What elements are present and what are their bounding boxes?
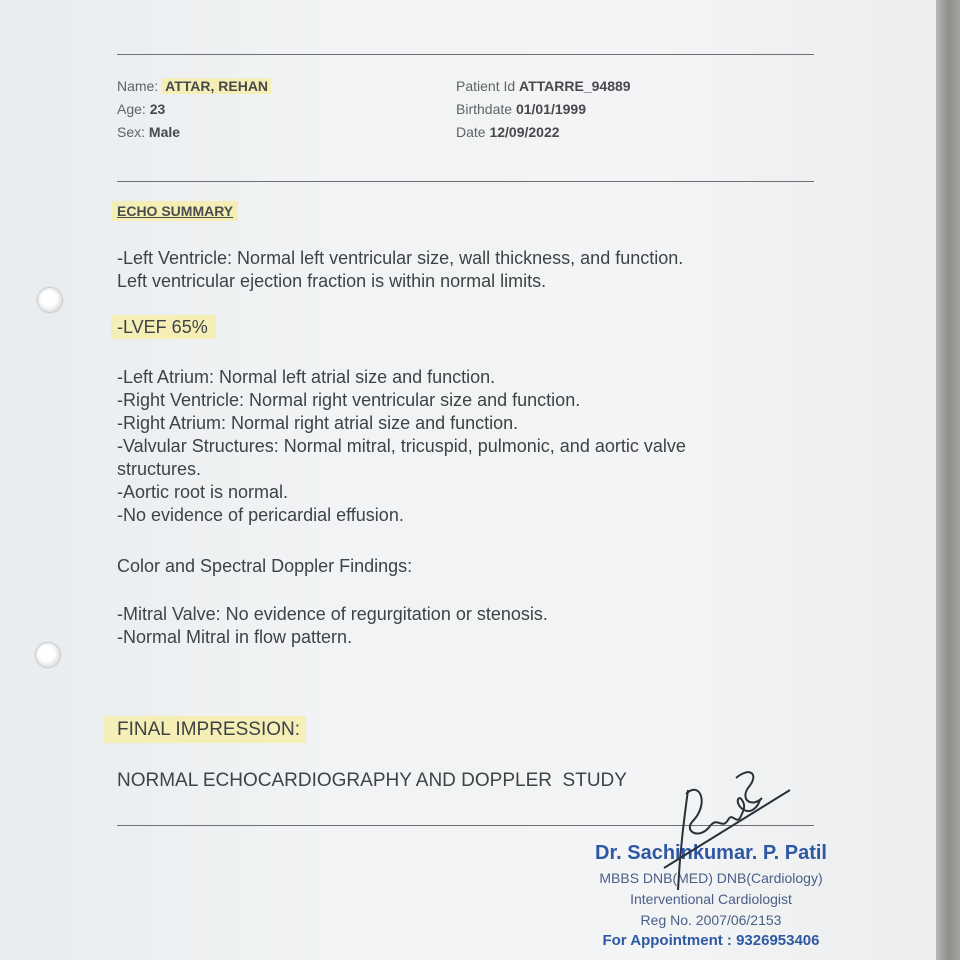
report-date: 12/09/2022: [489, 124, 560, 140]
patient-sex-row: [117, 124, 271, 147]
patient-info-right: [456, 78, 631, 147]
birthdate-row: [456, 101, 631, 124]
patient-name: ATTAR, REHAN: [162, 78, 271, 94]
birthdate: 01/01/1999: [515, 101, 587, 117]
patient-id-row: [456, 78, 631, 101]
lvef-wrap: [111, 316, 216, 339]
page-edge-shadow: [936, 0, 960, 960]
lvef-value: -LVEF 65%: [111, 315, 216, 339]
doctor-reg-no: Reg No. 2007/06/2153: [640, 912, 782, 928]
finding-line: -Aortic root is normal.: [117, 482, 289, 502]
lv-line-1: -Left Ventricle: Normal left ventricular size, wall thickness, and function.: [117, 248, 684, 268]
doctor-name: Dr. Sachinkumar. P. Patil: [595, 842, 827, 864]
report-date-row: [456, 124, 631, 147]
doppler-finding-line: -Mitral Valve: No evidence of regurgitation or stenosis.: [117, 604, 548, 624]
patient-age-row: [117, 101, 271, 124]
punch-hole: [36, 643, 60, 667]
doctor-title: Interventional Cardiologist: [630, 891, 792, 907]
finding-line: -Right Atrium: Normal right atrial size and function.: [117, 413, 519, 433]
echo-summary-heading: ECHO SUMMARY: [112, 201, 238, 221]
signature: [640, 760, 810, 910]
header-divider: [117, 181, 814, 182]
finding-line: -Valvular Structures: Normal mitral, tricuspid, pulmonic, and aortic valve: [117, 436, 686, 456]
patient-age: 23: [149, 101, 166, 117]
birthdate-label: Birthdate: [456, 101, 513, 117]
top-divider: [117, 54, 814, 55]
lv-line-2: Left ventricular ejection fraction is within normal limits.: [117, 271, 547, 291]
patient-sex: Male: [148, 124, 181, 140]
doctor-qualifications: MBBS DNB(MED) DNB(Cardiology): [599, 870, 823, 886]
age-label: Age:: [117, 101, 146, 117]
doppler-finding-line: -Normal Mitral in flow pattern.: [117, 627, 353, 647]
echo-summary-heading-wrap: [112, 203, 238, 221]
doctor-appointment: For Appointment : 9326953406: [602, 932, 820, 949]
patient-id-label: Patient Id: [456, 78, 516, 94]
finding-line: -No evidence of pericardial effusion.: [117, 505, 404, 525]
doppler-findings: [117, 603, 817, 649]
punch-hole: [38, 288, 62, 312]
patient-id: ATTARRE_94889: [519, 78, 631, 94]
finding-line: -Left Atrium: Normal left atrial size and function.: [117, 367, 496, 387]
patient-name-row: [117, 78, 271, 101]
sex-label: Sex:: [117, 124, 146, 140]
final-impression-heading: FINAL IMPRESSION:: [104, 716, 306, 743]
finding-line: structures.: [117, 459, 202, 479]
finding-line: -Right Ventricle: Normal right ventricular size and function.: [117, 390, 581, 410]
impression-heading-wrap: [104, 719, 306, 741]
name-label: Name:: [117, 78, 159, 94]
doppler-heading: Color and Spectral Doppler Findings:: [117, 556, 413, 576]
patient-info-left: [117, 78, 271, 147]
report-date-label: Date: [456, 124, 486, 140]
findings-list: [117, 366, 817, 527]
lv-paragraph: [117, 247, 817, 293]
final-impression-text: NORMAL ECHOCARDIOGRAPHY AND DOPPLER STUDY: [117, 770, 627, 791]
